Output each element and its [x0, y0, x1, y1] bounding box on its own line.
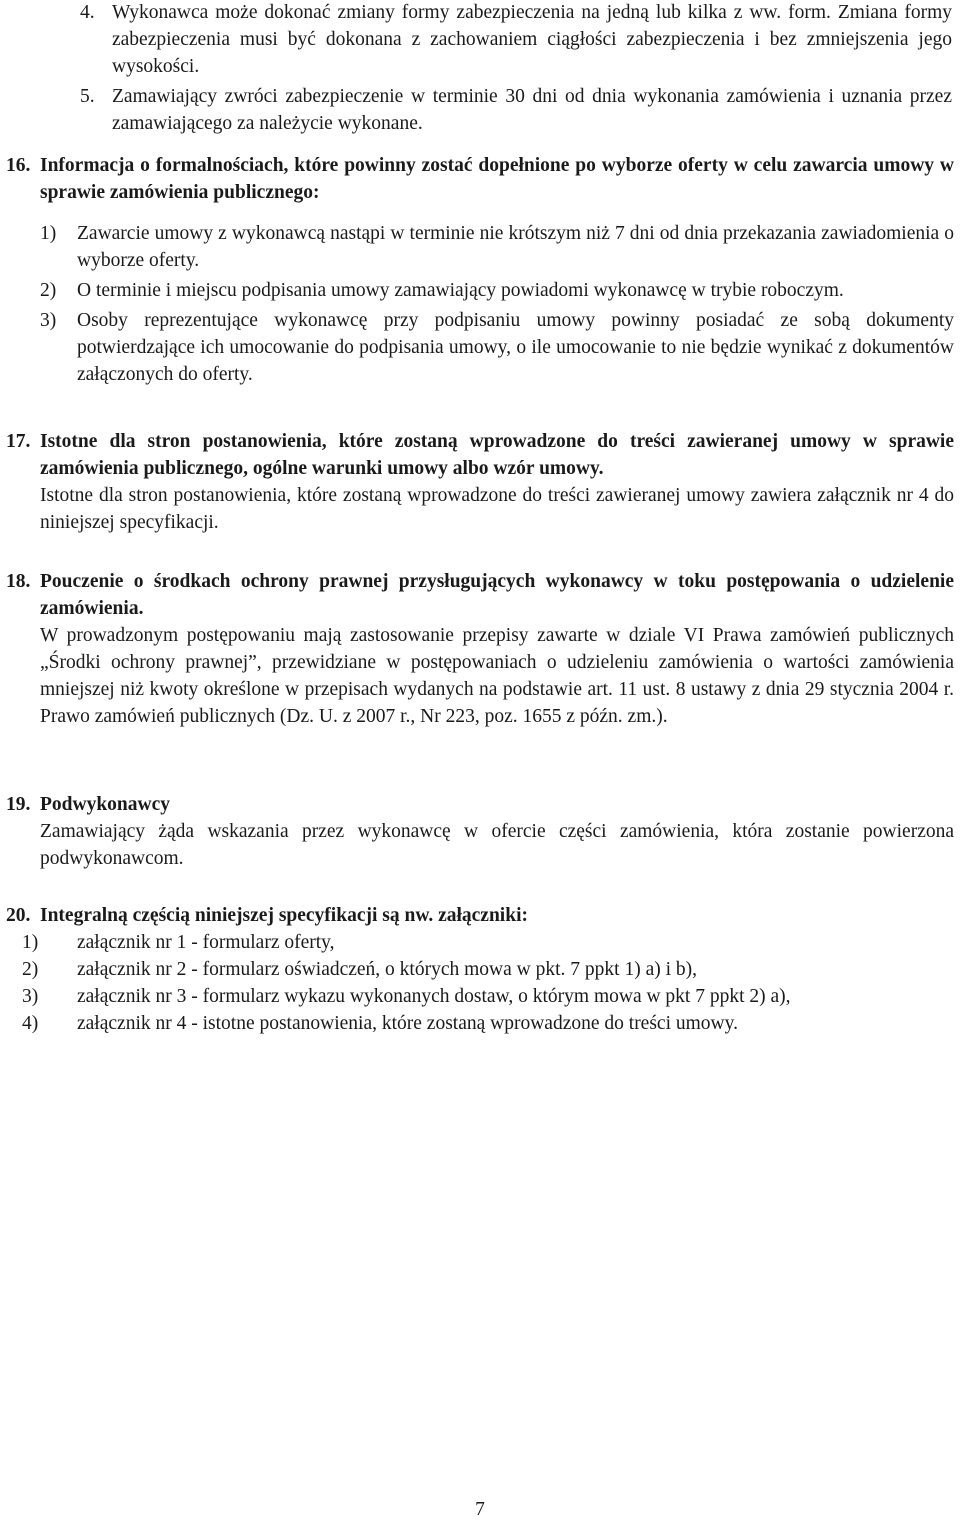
section-18: [0, 568, 954, 730]
section-number: 16.: [6, 155, 31, 176]
sub-item-text: Osoby reprezentujące wykonawcę przy podpisaniu umowy powinny posiadać ze sobą dokumenty potwierdzające ich umocowanie do podpisania umowy, o ile umocowanie to nie będzie wynikać z dokumentów załączonych do oferty.: [77, 310, 954, 385]
attachment-text: załącznik nr 1 - formularz oferty,: [77, 932, 335, 953]
section-19: [0, 791, 954, 872]
attachment-label: 1): [22, 932, 39, 953]
page-number: 7: [475, 1499, 485, 1520]
attachment-text: załącznik nr 3 - formularz wykazu wykonanych dostaw, o którym mowa w pkt 7 ppkt 2) a),: [77, 986, 791, 1007]
sub-item-2: [40, 277, 954, 304]
section-heading: [40, 152, 954, 206]
sub-item-3: [40, 307, 954, 388]
section-heading: Istotne dla stron postanowienia, które zostaną wprowadzone do treści zawieranej umowy w sprawie zamówienia publicznego, ogólne warunki umowy albo wzór umowy.: [40, 431, 954, 479]
section-heading-text: Informacja o formalnościach, które powinny zostać dopełnione po wyborze oferty w celu zawarcia umowy w sprawie zamówienia publicznego:: [40, 155, 954, 203]
section-body: Istotne dla stron postanowienia, które zostaną wprowadzone do treści zawieranej umowy zawiera załącznik nr 4 do niniejszej specyfikacji.: [40, 485, 954, 533]
section-body: Zamawiający żąda wskazania przez wykonawcę w ofercie części zamówienia, która zostanie powierzona podwykonawcom.: [40, 821, 954, 869]
attachment-label: 4): [22, 1013, 39, 1034]
section-number: 20.: [6, 905, 31, 926]
section-body: W prowadzonym postępowaniu mają zastosowanie przepisy zawarte w dziale VI Prawa zamówień publicznych „Środki ochrony prawnej”, przewidziane w postępowaniach o udzieleniu zamówienia o wartości zamówienia mniejszej niż kwoty określone w przepisach wydanych na podstawie art. 11 ust. 8 ustawy z dnia 29 stycznia 2004 r. Prawo zamówień publicznych (Dz. U. z 2007 r., Nr 223, poz. 1655 z późn. zm.).: [40, 625, 954, 727]
section-heading: Podwykonawcy: [40, 794, 171, 815]
sub-item-text: O terminie i miejscu podpisania umowy zamawiający powiadomi wykonawcę w trybie roboczym.: [77, 280, 844, 301]
sub-item-1: [40, 220, 954, 274]
list-item-4: [0, 0, 952, 80]
section-number: 17.: [6, 431, 31, 452]
item-number: 5.: [80, 86, 95, 107]
attachment-item-2: [22, 956, 954, 983]
sub-item-label: 1): [40, 223, 57, 244]
item-text: Wykonawca może dokonać zmiany formy zabezpieczenia na jedną lub kilka z ww. form. Zmiana formy zabezpieczenia musi być dokonana z zachowaniem ciągłości zabezpieczenia i bez zmniejszenia jego wysokości.: [112, 2, 952, 77]
section-number: 19.: [6, 794, 31, 815]
section-17: [0, 428, 954, 536]
attachment-item-4: [22, 1010, 954, 1037]
section-number: 18.: [6, 571, 31, 592]
section-20: [0, 902, 954, 1037]
attachment-text: załącznik nr 4 - istotne postanowienia, które zostaną wprowadzone do treści umowy.: [77, 1013, 738, 1034]
sub-item-label: 2): [40, 280, 57, 301]
sub-item-text: Zawarcie umowy z wykonawcą nastąpi w terminie nie krótszym niż 7 dni od dnia przekazania zawiadomienia o wyborze oferty.: [77, 223, 954, 271]
attachment-label: 3): [22, 986, 39, 1007]
section-heading: Integralną częścią niniejszej specyfikacji są nw. załączniki:: [40, 905, 528, 926]
attachment-item-3: [22, 983, 954, 1010]
attachment-text: załącznik nr 2 - formularz oświadczeń, o których mowa w pkt. 7 ppkt 1) a) i b),: [77, 959, 698, 980]
section-16: [0, 152, 954, 388]
section-heading: Pouczenie o środkach ochrony prawnej przysługujących wykonawcy w toku postępowania o udzielenie zamówienia.: [40, 571, 954, 619]
list-item-5: [0, 83, 952, 137]
item-text: Zamawiający zwróci zabezpieczenie w terminie 30 dni od dnia wykonania zamówienia i uznania przez zamawiającego za należycie wykonane.: [112, 86, 952, 134]
attachment-item-1: [22, 929, 954, 956]
item-number: 4.: [80, 2, 95, 23]
attachment-label: 2): [22, 959, 39, 980]
sub-item-label: 3): [40, 310, 57, 331]
